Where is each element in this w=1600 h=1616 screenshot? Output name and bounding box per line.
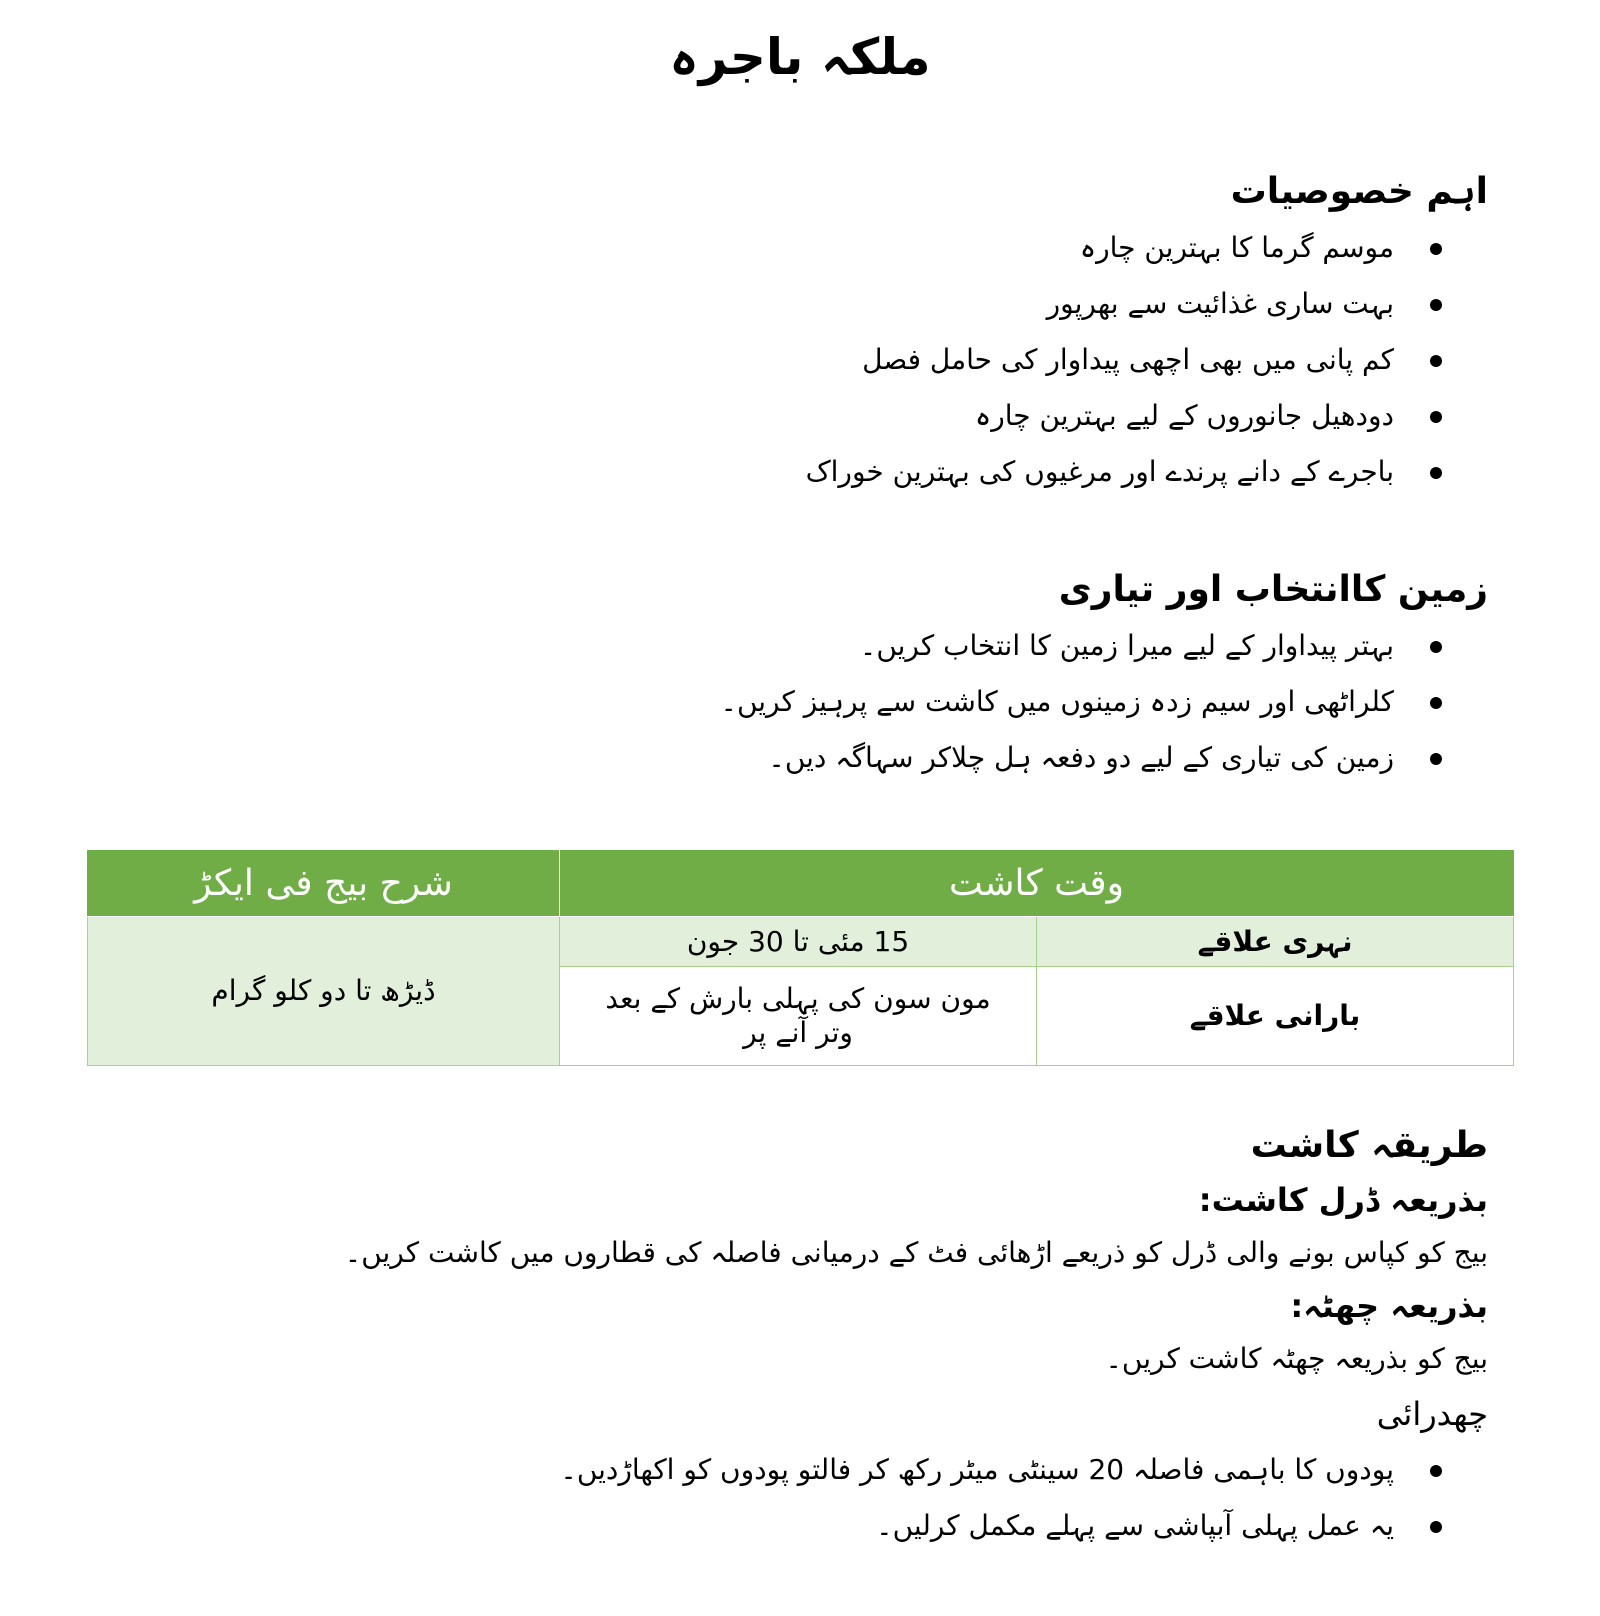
features-section — [78, 164, 1488, 500]
land-heading: زمین کاانتخاب اور تیاری — [1058, 569, 1488, 610]
list-item: دودھیل جانوروں کے لیے بہترین چارہ — [78, 388, 1488, 444]
bullet-icon — [1430, 243, 1442, 255]
list-item: پودوں کا باہمی فاصلہ 20 سینٹی میٹر رکھ کر فالتو پودوں کو اکھاڑدیں۔ — [78, 1442, 1488, 1498]
bullet-icon — [1430, 1521, 1442, 1533]
features-list — [78, 220, 1488, 500]
method-section — [78, 1118, 1488, 1554]
list-item: بہت ساری غذائیت سے بھرپور — [78, 276, 1488, 332]
land-section — [78, 562, 1488, 786]
list-item: یہ عمل پہلی آبپاشی سے پہلے مکمل کرلیں۔ — [78, 1498, 1488, 1554]
list-item: کلراٹھی اور سیم زدہ زمینوں میں کاشت سے پرہیز کریں۔ — [78, 674, 1488, 730]
list-item: بہتر پیداوار کے لیے میرا زمین کا انتخاب کریں۔ — [78, 618, 1488, 674]
list-item: کم پانی میں بھی اچھی پیداوار کی حامل فصل — [78, 332, 1488, 388]
sowing-table — [87, 850, 1514, 1066]
bullet-icon — [1430, 697, 1442, 709]
table-row — [88, 917, 1514, 967]
header-seed-rate: شرح بیج فی ایکڑ — [88, 851, 560, 917]
seed-rate-cell: ڈیڑھ تا دو کلو گرام — [88, 917, 560, 1066]
time-cell: 15 مئی تا 30 جون — [560, 917, 1037, 967]
bullet-icon — [1430, 1465, 1442, 1477]
region-cell: نہری علاقے — [1037, 917, 1514, 967]
bullet-icon — [1430, 641, 1442, 653]
page-title: ملکہ باجرہ — [669, 28, 931, 86]
table-header-row — [88, 851, 1514, 917]
bullet-icon — [1430, 467, 1442, 479]
drill-subheading: بذریعہ ڈرل کاشت: — [1198, 1181, 1488, 1219]
thinning-list — [78, 1442, 1488, 1554]
bullet-icon — [1430, 753, 1442, 765]
list-item: باجرے کے دانے پرندے اور مرغیوں کی بہترین خوراک — [78, 444, 1488, 500]
bullet-icon — [1430, 299, 1442, 311]
drill-text: بیج کو کپاس بونے والی ڈرل کو ذریعے اڑھائی فٹ کے درمیانی فاصلہ کی قطاروں میں کاشت کریں۔ — [344, 1236, 1488, 1269]
bullet-icon — [1430, 355, 1442, 367]
land-list — [78, 618, 1488, 786]
thinning-heading: چھدرائی — [1376, 1395, 1488, 1433]
region-cell: بارانی علاقے — [1037, 967, 1514, 1066]
broadcast-text: بیج کو بذریعہ چھٹہ کاشت کریں۔ — [1105, 1342, 1488, 1375]
time-cell: مون سون کی پہلی بارش کے بعد وتر آنے پر — [560, 967, 1037, 1066]
header-sowing-time: وقت کاشت — [560, 851, 1514, 917]
method-heading: طریقہ کاشت — [1250, 1125, 1488, 1166]
list-item: زمین کی تیاری کے لیے دو دفعہ ہل چلاکر سہاگہ دیں۔ — [78, 730, 1488, 786]
bullet-icon — [1430, 411, 1442, 423]
features-heading: اہم خصوصیات — [1230, 171, 1488, 212]
broadcast-subheading: بذریعہ چھٹہ: — [1290, 1287, 1488, 1325]
list-item: موسم گرما کا بہترین چارہ — [78, 220, 1488, 276]
